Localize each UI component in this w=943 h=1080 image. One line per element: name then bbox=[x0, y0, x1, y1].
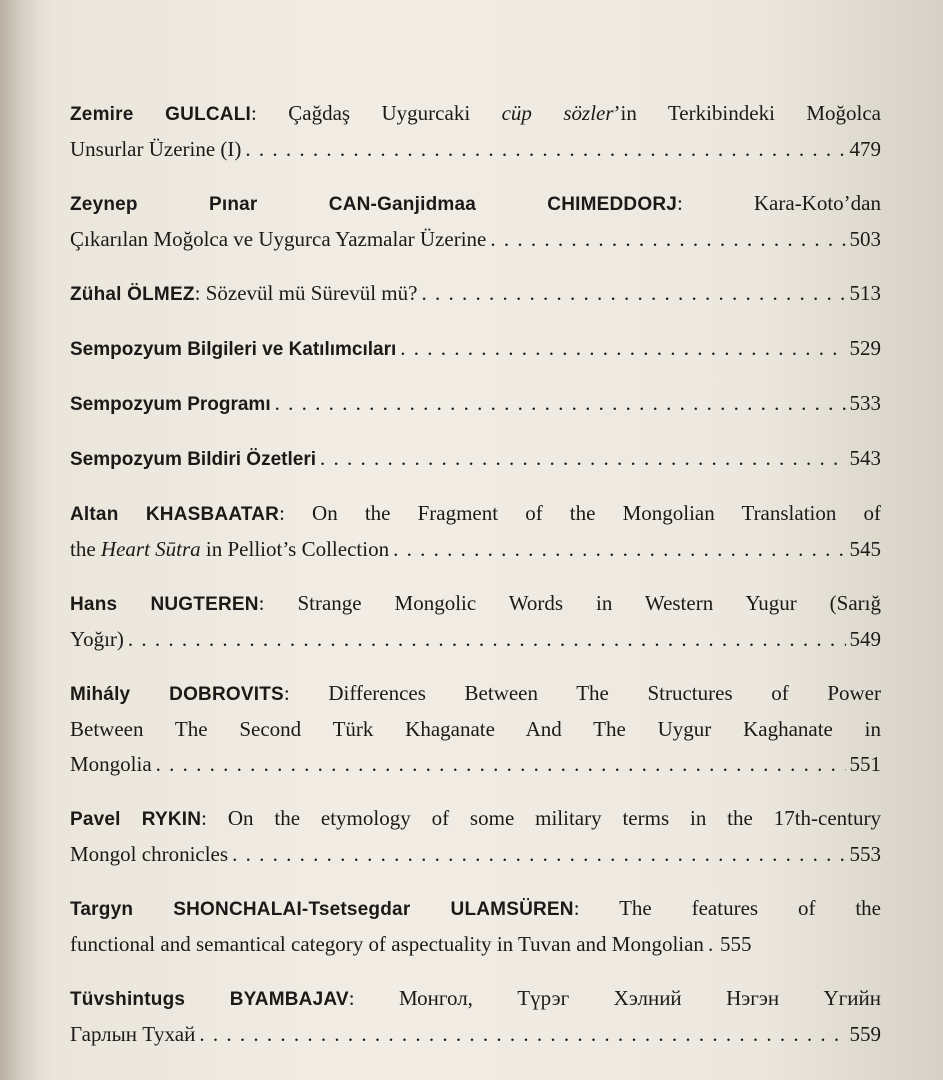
toc-dot-leader bbox=[156, 747, 846, 782]
toc-entry bbox=[70, 676, 881, 782]
toc-title: : Differences Between The Structures of Power bbox=[283, 681, 881, 705]
toc-author: Mihály DOBROVITS bbox=[70, 684, 284, 705]
toc-page-number: 533 bbox=[849, 391, 881, 415]
toc-title-italic: cüp sözler bbox=[501, 101, 614, 125]
toc-title: Unsurlar Üzerine (I) bbox=[70, 137, 242, 161]
toc-entry bbox=[70, 586, 881, 657]
toc-dot-leader bbox=[490, 222, 845, 257]
toc-dot-leader bbox=[421, 276, 845, 311]
toc-title: ’in Terkibindeki Moğolca bbox=[613, 101, 881, 125]
toc-entry bbox=[70, 186, 881, 257]
toc-entry-first-line bbox=[70, 186, 881, 222]
toc-entry-first-line bbox=[70, 96, 881, 132]
toc-section-title: Sempozyum Programı bbox=[70, 394, 271, 415]
toc-title: : Strange Mongolic Words in Western Yugur (Sarığ bbox=[258, 591, 881, 615]
toc-leader-line bbox=[70, 747, 881, 782]
toc-entry-first-line bbox=[70, 801, 881, 837]
toc-section-title: Sempozyum Bildiri Özetleri bbox=[70, 449, 316, 470]
toc-entry-first-line bbox=[70, 586, 881, 622]
toc-leader-line bbox=[70, 532, 881, 567]
toc-page-number: 479 bbox=[849, 137, 881, 161]
toc-leader-line bbox=[70, 441, 881, 477]
toc-leader-line bbox=[70, 1017, 881, 1052]
toc-title: : The features of the bbox=[573, 896, 881, 920]
toc-dot-leader bbox=[245, 132, 845, 167]
toc-author: Pavel RYKIN bbox=[70, 809, 202, 830]
toc-entry bbox=[70, 496, 881, 567]
toc-title: : Sözevül mü Sürevül mü? bbox=[194, 281, 418, 305]
toc-dot-leader bbox=[275, 386, 846, 421]
toc-entry-first-line bbox=[70, 496, 881, 532]
toc-page-number: 549 bbox=[849, 627, 881, 651]
toc-dot-leader bbox=[320, 441, 846, 476]
toc-entry bbox=[70, 96, 881, 167]
toc-dot-leader bbox=[400, 331, 845, 366]
toc-page-number: 543 bbox=[849, 446, 881, 470]
toc-page-number: 545 bbox=[849, 537, 881, 561]
toc-entry bbox=[70, 801, 881, 872]
toc-page-number: 529 bbox=[849, 336, 881, 360]
toc-title: in Pelliot’s Collection bbox=[200, 537, 390, 561]
toc-title: : Çağdaş Uygurcaki bbox=[251, 101, 502, 125]
toc-title: Гарлын Тухай bbox=[70, 1022, 196, 1046]
toc-title: Çıkarılan Moğolca ve Uygurca Yazmalar Üzerine bbox=[70, 227, 487, 251]
toc-page-number: 513 bbox=[849, 281, 881, 305]
toc-leader-line bbox=[70, 331, 881, 367]
toc-title: functional and semantical category of aspectuality in Tuvan and Mongolian bbox=[70, 932, 704, 956]
toc-leader-line bbox=[70, 622, 881, 657]
toc-dot-leader bbox=[232, 837, 845, 872]
toc-author: Zeynep Pınar CAN-Ganjidmaa CHIMEDDORJ bbox=[70, 194, 678, 215]
toc-author: Tüvshintugs BYAMBAJAV bbox=[70, 989, 349, 1010]
toc-title: Mongolia bbox=[70, 752, 152, 776]
toc-entry bbox=[70, 891, 881, 962]
toc-author: Zühal ÖLMEZ bbox=[70, 284, 195, 305]
book-spine-shadow bbox=[0, 0, 40, 1080]
toc-leader-line bbox=[70, 927, 881, 962]
toc-author: Hans NUGTEREN bbox=[70, 594, 259, 615]
toc-author: Targyn SHONCHALAI-Tsetsegdar ULAMSÜREN bbox=[70, 899, 574, 920]
toc-page-number: 559 bbox=[849, 1022, 881, 1046]
toc-leader-line bbox=[70, 386, 881, 422]
toc-dot-leader bbox=[393, 532, 845, 567]
toc-title: : On the Fragment of the Mongolian Translation of bbox=[279, 501, 881, 525]
toc-author: Altan KHASBAATAR bbox=[70, 504, 280, 525]
toc-title: : Монгол, Түрэг Хэлний Нэгэн Үгийн bbox=[348, 986, 881, 1010]
toc-title: : Kara-Koto’dan bbox=[677, 191, 881, 215]
toc-page-number: 553 bbox=[849, 842, 881, 866]
toc-dot-leader bbox=[708, 927, 716, 962]
toc-section-entry bbox=[70, 331, 881, 367]
toc-page-number: 551 bbox=[849, 752, 881, 776]
toc-leader-line bbox=[70, 276, 881, 312]
toc-title-italic: Heart Sūtra bbox=[100, 537, 201, 561]
toc-entry-first-line bbox=[70, 891, 881, 927]
toc-page-number: 555 bbox=[719, 932, 752, 956]
toc-section-entry bbox=[70, 386, 881, 422]
toc-section-title: Sempozyum Bilgileri ve Katılımcıları bbox=[70, 339, 397, 360]
toc-leader-line bbox=[70, 222, 881, 257]
toc-title: : On the etymology of some military terms in the 17th-century bbox=[201, 806, 881, 830]
toc-title: Yoğır) bbox=[70, 627, 124, 651]
toc-leader-line bbox=[70, 837, 881, 872]
toc-entry-first-line bbox=[70, 676, 881, 712]
toc-dot-leader bbox=[199, 1017, 845, 1052]
toc-leader-line bbox=[70, 132, 881, 167]
toc-title: the bbox=[70, 537, 101, 561]
toc-page-number: 503 bbox=[849, 227, 881, 251]
toc-section-entry bbox=[70, 441, 881, 477]
toc-entry-first-line bbox=[70, 981, 881, 1017]
toc-entry bbox=[70, 276, 881, 312]
toc-title: Between The Second Türk Khaganate And The Uygur Kaghanate in bbox=[70, 717, 881, 741]
toc-entry bbox=[70, 981, 881, 1052]
toc-dot-leader bbox=[128, 622, 846, 657]
toc-title: Mongol chronicles bbox=[70, 842, 229, 866]
toc-author: Zemire GULCALI bbox=[70, 104, 251, 125]
